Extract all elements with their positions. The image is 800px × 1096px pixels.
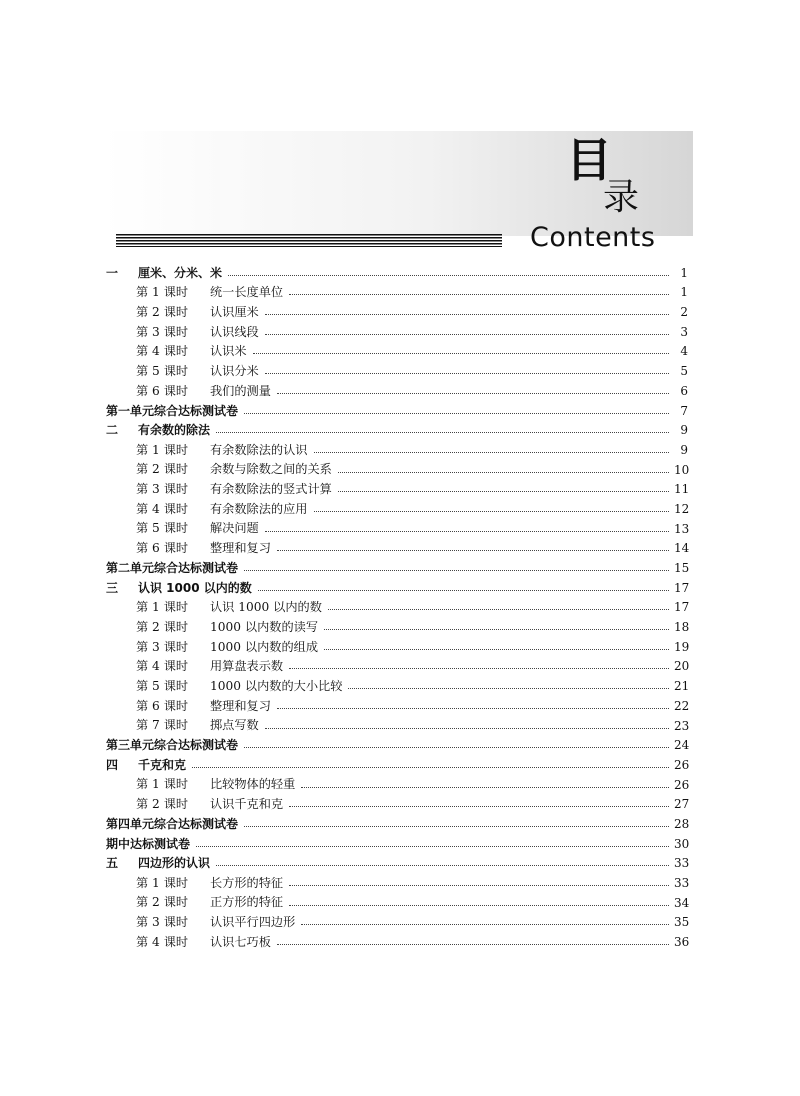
- toc-entry-number: 第 6 课时: [136, 698, 189, 713]
- dot-leader: [277, 550, 669, 551]
- dot-leader: [244, 413, 669, 414]
- toc-lesson-row[interactable]: [106, 377, 688, 397]
- toc-unit-test-row[interactable]: [106, 830, 688, 850]
- toc-entry-title: 认识 1000 以内的数: [210, 600, 322, 615]
- dot-leader: [277, 708, 669, 709]
- toc-page-number: 33: [674, 876, 690, 890]
- toc-lesson-row[interactable]: [106, 613, 688, 633]
- toc-lesson-row[interactable]: [106, 928, 688, 948]
- dot-leader: [338, 472, 669, 473]
- toc-entry-number: 第 4 课时: [136, 934, 189, 949]
- toc-page-number: 4: [680, 344, 688, 359]
- dot-leader: [265, 334, 669, 335]
- toc-page-number: 21: [674, 679, 690, 694]
- toc-entry-number: 一: [106, 265, 119, 280]
- toc-lesson-row[interactable]: [106, 909, 688, 929]
- toc-lesson-row[interactable]: [106, 279, 688, 299]
- dot-leader: [324, 629, 669, 630]
- toc-page-number: 9: [680, 442, 688, 457]
- toc-page-number: 22: [674, 698, 690, 713]
- dot-leader: [244, 826, 669, 827]
- toc-unit-test-row[interactable]: [106, 732, 688, 752]
- toc-page-number: 34: [674, 895, 690, 910]
- toc-lesson-row[interactable]: [106, 889, 688, 909]
- toc-page-number: 2: [680, 305, 688, 320]
- toc-page-number: 18: [674, 620, 690, 635]
- toc-page-number: 9: [680, 423, 688, 438]
- toc-page-number: 17: [674, 580, 690, 595]
- dot-leader: [192, 767, 669, 768]
- dot-leader: [265, 531, 669, 532]
- toc-lesson-row[interactable]: [106, 692, 688, 712]
- toc-entry-number: 第 2 课时: [136, 895, 189, 910]
- toc-entry-title: 掷点写数: [210, 718, 259, 733]
- toc-entry-title: 第四单元综合达标测试卷: [106, 816, 239, 831]
- toc-page-number: 36: [674, 935, 690, 950]
- toc-lesson-row[interactable]: [106, 791, 688, 811]
- toc-page-number: 24: [674, 738, 690, 753]
- toc-lesson-row[interactable]: [106, 515, 688, 535]
- toc-section-row[interactable]: [106, 417, 688, 437]
- toc-lesson-row[interactable]: [106, 436, 688, 456]
- dot-leader: [328, 609, 669, 610]
- toc-entry-title: 认识米: [210, 344, 247, 359]
- dot-leader: [244, 747, 669, 748]
- toc-section-row[interactable]: [106, 850, 688, 870]
- dot-leader: [289, 885, 669, 886]
- toc-lesson-row[interactable]: [106, 456, 688, 476]
- toc-entry-title: 第一单元综合达标测试卷: [106, 403, 239, 418]
- toc-entry-title: 认识千克和克: [210, 797, 284, 812]
- toc-page-number: 6: [680, 383, 688, 398]
- toc-page-number: 15: [674, 561, 690, 575]
- decorative-rules: [116, 234, 502, 247]
- toc-page-number: 3: [680, 324, 688, 339]
- toc-entry-title: 1000 以内数的读写: [210, 619, 319, 634]
- title-char-mu: 目: [566, 133, 612, 187]
- toc-page-number: 30: [674, 836, 690, 851]
- toc-entry-title: 第二单元综合达标测试卷: [106, 561, 239, 575]
- dot-leader: [258, 590, 669, 591]
- dot-leader: [253, 353, 669, 354]
- toc-entry-title: 整理和复习: [210, 541, 271, 556]
- toc-page-number: 14: [674, 541, 690, 556]
- toc-entry-number: 第 5 课时: [136, 678, 189, 693]
- toc-lesson-row[interactable]: [106, 771, 688, 791]
- dot-leader: [289, 806, 669, 807]
- toc-entry-title: 认识厘米: [210, 304, 259, 319]
- toc-lesson-row[interactable]: [106, 298, 688, 318]
- toc-entry-number: 第 4 课时: [136, 344, 189, 359]
- toc-entry-title: 整理和复习: [210, 698, 271, 713]
- toc-lesson-row[interactable]: [106, 535, 688, 555]
- toc-page-number: 23: [674, 718, 690, 733]
- toc-entry-title: 我们的测量: [210, 383, 271, 398]
- toc-entry-title: 千克和克: [138, 757, 187, 772]
- toc-page-number: 27: [674, 797, 690, 812]
- toc-section-row[interactable]: [106, 259, 688, 279]
- toc-entry-title: 解决问题: [210, 521, 259, 536]
- toc-entry-title: 正方形的特征: [210, 895, 284, 910]
- dot-leader: [289, 905, 669, 906]
- toc-page-number: 19: [674, 639, 690, 654]
- toc-lesson-row[interactable]: [106, 476, 688, 496]
- toc-lesson-row[interactable]: [106, 495, 688, 515]
- toc-entry-title: 有余数除法的认识: [210, 442, 308, 457]
- toc-page-number: 1: [680, 285, 688, 300]
- toc-entry-title: 四边形的认识: [138, 856, 211, 871]
- toc-page-number: 20: [674, 659, 690, 674]
- toc-entry-number: 第 3 课时: [136, 482, 189, 497]
- dot-leader: [277, 944, 669, 945]
- toc-entry-title: 认识 1000 以内的数: [138, 580, 252, 595]
- toc-lesson-row[interactable]: [106, 869, 688, 889]
- toc-entry-title: 认识线段: [210, 324, 259, 339]
- dot-leader: [348, 688, 669, 689]
- toc-entry-number: 第 1 课时: [136, 442, 189, 457]
- toc-page-number: 28: [674, 816, 690, 831]
- dot-leader: [244, 570, 669, 571]
- toc-lesson-row[interactable]: [106, 672, 688, 692]
- toc-entry-number: 第 7 课时: [136, 718, 189, 733]
- toc-entry-number: 四: [106, 757, 119, 772]
- toc-entry-number: 第 3 课时: [136, 915, 189, 930]
- toc-entry-number: 五: [106, 856, 119, 871]
- toc-entry-title: 1000 以内数的组成: [210, 639, 319, 654]
- toc-entry-title: 期中达标测试卷: [106, 836, 191, 851]
- toc-entry-title: 比较物体的轻重: [210, 777, 296, 792]
- toc-entry-number: 第 4 课时: [136, 501, 189, 516]
- toc-section-row[interactable]: [106, 574, 688, 594]
- toc-entry-number: 第 4 课时: [136, 659, 189, 674]
- dot-leader: [314, 452, 670, 453]
- toc-entry-number: 第 2 课时: [136, 797, 189, 812]
- toc-unit-test-row[interactable]: [106, 810, 688, 830]
- toc-entry-title: 认识平行四边形: [210, 915, 296, 930]
- toc-lesson-row[interactable]: [106, 594, 688, 614]
- toc-page-number: 5: [680, 364, 688, 379]
- title-contents: Contents: [530, 222, 656, 253]
- toc-unit-test-row[interactable]: [106, 397, 688, 417]
- toc-lesson-row[interactable]: [106, 318, 688, 338]
- dot-leader: [265, 373, 669, 374]
- toc-lesson-row[interactable]: [106, 712, 688, 732]
- toc-entry-title: 认识分米: [210, 363, 259, 378]
- toc-entry-title: 第三单元综合达标测试卷: [106, 738, 239, 753]
- toc-page-number: 10: [674, 462, 690, 477]
- toc-entry-number: 三: [106, 580, 119, 595]
- dot-leader: [289, 668, 669, 669]
- dot-leader: [324, 649, 669, 650]
- dot-leader: [338, 491, 669, 492]
- toc-entry-number: 第 2 课时: [136, 619, 189, 634]
- toc-entry-title: 余数与除数之间的关系: [210, 462, 332, 477]
- toc-entry-number: 第 5 课时: [136, 521, 189, 536]
- toc-entry-number: 第 1 课时: [136, 875, 189, 890]
- toc-lesson-row[interactable]: [106, 633, 688, 653]
- toc-page-number: 7: [680, 403, 688, 418]
- toc-entry-title: 统一长度单位: [210, 285, 284, 300]
- dot-leader: [196, 846, 669, 847]
- dot-leader: [216, 865, 669, 866]
- toc-section-row[interactable]: [106, 751, 688, 771]
- toc-lesson-row[interactable]: [106, 357, 688, 377]
- title-char-lu: 录: [603, 177, 640, 218]
- toc-page-number: 13: [674, 521, 690, 536]
- toc-page-number: 26: [674, 777, 690, 792]
- dot-leader: [301, 924, 669, 925]
- dot-leader: [314, 511, 670, 512]
- toc-page-number: 33: [674, 856, 690, 871]
- toc-page-number: 35: [674, 915, 690, 930]
- dot-leader: [228, 275, 669, 276]
- toc-entry-title: 1000 以内数的大小比较: [210, 678, 343, 693]
- toc-entry-number: 二: [106, 423, 119, 438]
- dot-leader: [277, 393, 669, 394]
- dot-leader: [265, 728, 669, 729]
- toc-entry-number: 第 2 课时: [136, 462, 189, 477]
- toc-entry-title: 用算盘表示数: [210, 659, 284, 674]
- dot-leader: [301, 787, 669, 788]
- toc-entry-title: 厘米、分米、米: [138, 265, 223, 280]
- toc-entry-title: 有余数除法的竖式计算: [210, 482, 332, 497]
- toc-lesson-row[interactable]: [106, 338, 688, 358]
- toc-page-number: 1: [680, 265, 688, 280]
- toc-entry-number: 第 6 课时: [136, 541, 189, 556]
- toc-entry-title: 认识七巧板: [210, 934, 271, 949]
- toc-unit-test-row[interactable]: [106, 554, 688, 574]
- toc-entry-title: 有余数除法的应用: [210, 501, 308, 516]
- toc-entry-number: 第 5 课时: [136, 363, 189, 378]
- dot-leader: [289, 294, 669, 295]
- toc-lesson-row[interactable]: [106, 653, 688, 673]
- toc-entry-number: 第 1 课时: [136, 600, 189, 615]
- toc-entry-title: 有余数的除法: [138, 423, 211, 438]
- toc-entry-number: 第 1 课时: [136, 285, 189, 300]
- toc-entry-title: 长方形的特征: [210, 875, 284, 890]
- dot-leader: [265, 314, 669, 315]
- toc-entry-number: 第 2 课时: [136, 304, 189, 319]
- toc-entry-number: 第 3 课时: [136, 324, 189, 339]
- toc-list: [106, 259, 688, 948]
- toc-page-number: 17: [674, 600, 690, 615]
- toc-entry-number: 第 6 课时: [136, 383, 189, 398]
- toc-entry-number: 第 3 课时: [136, 639, 189, 654]
- toc-page-number: 26: [674, 757, 690, 772]
- dot-leader: [216, 432, 669, 433]
- toc-page-number: 11: [674, 482, 690, 497]
- toc-page-number: 12: [674, 501, 690, 516]
- toc-entry-number: 第 1 课时: [136, 777, 189, 792]
